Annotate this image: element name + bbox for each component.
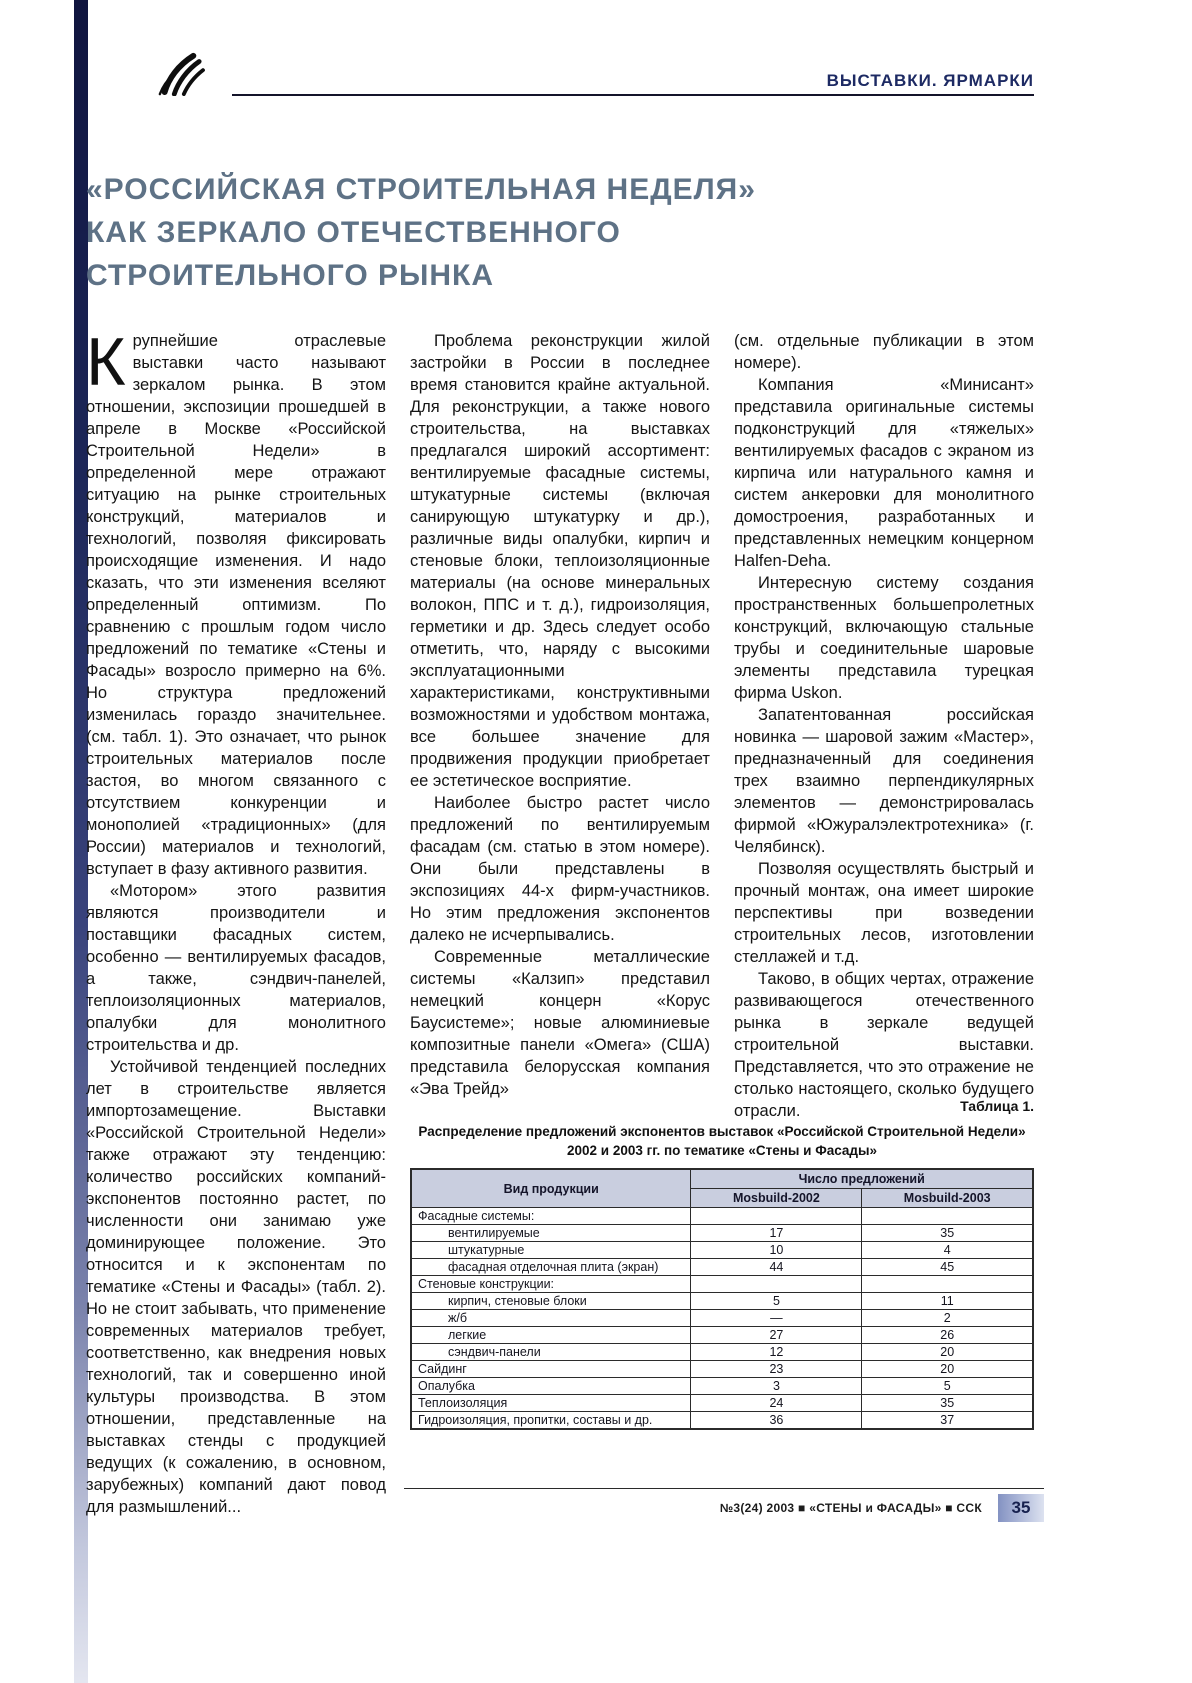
- drop-cap: К: [86, 324, 126, 400]
- footer-rule: [404, 1488, 1044, 1489]
- table-row: [411, 1327, 1033, 1344]
- page-footer: [86, 1488, 1044, 1522]
- paragraph: Проблема реконструкции жилой застройки в России в последнее время становится крайне актуальной. Для реконструкции, а также нового строительства, на выставках предлагался широкий ассортимент: вентилируемые фасадные системы, штукатурные системы (включая санирующую штукатурку и др.), различные виды опалубки, кирпич и стеновые блоки, теплоизоляционные материалы (на основе минеральных волокон, ППС и т. д.), гидроизоляция, герметики и др. Здесь следует особо отметить, что, наряду с высокими эксплуатационными характеристиками, конструктивными возможностями и удобством монтажа, все большее значение для продвижения продукции приобретает ее эстетическое восприятие.: [410, 332, 710, 790]
- table-row: [411, 1259, 1033, 1276]
- table-cell: Опалубка: [411, 1378, 691, 1395]
- title-line-1: «РОССИЙСКАЯ СТРОИТЕЛЬНАЯ НЕДЕЛЯ»: [86, 173, 756, 206]
- page-header: [86, 50, 1034, 96]
- page-content: [86, 0, 1034, 1683]
- table-cell: фасадная отделочная плита (экран): [411, 1259, 691, 1276]
- text-column-1: [86, 324, 386, 1518]
- section-label: ВЫСТАВКИ. ЯРМАРКИ: [826, 71, 1034, 90]
- article-title: [86, 168, 986, 297]
- paragraph: Интересную систему создания пространственных большепролетных конструкций, включающую стальные трубы и соединительные шаровые элементы представила турецкая фирма Uskon.: [734, 574, 1034, 702]
- article-body: [86, 324, 1034, 1518]
- table-row: [411, 1412, 1033, 1429]
- text-column-3: [734, 330, 1034, 1122]
- table-block: [410, 1098, 1034, 1430]
- table-cell: Фасадные системы:: [411, 1208, 691, 1225]
- offers-table: [410, 1168, 1034, 1430]
- table-cell: штукатурные: [411, 1242, 691, 1259]
- table-cell: легкие: [411, 1327, 691, 1344]
- table-cell: 20: [862, 1344, 1033, 1361]
- paragraph: Крупнейшие отраслевые выставки часто называют зеркалом рынка. В этом отношении, экспозиции прошедшей в апреле в Москве «Российской Строительной Недели» в определенной мере отражают ситуацию на рынке строительных конструкций, материалов и технологий, позволяя фиксировать происходящие изменения. И надо сказать, что эти изменения вселяют определенный оптимизм. По сравнению с прошлым годом число предложений по тематике «Стены и Фасады» возросло примерно на 6%. Но структура предложений изменилась гораздо значительнее. (см. табл. 1). Это означает, что рынок строительных материалов после застоя, во многом связанного с отсутствием конкуренции и монополией «традиционных» (для России) материалов и технологий, вступает в фазу активного развития.: [86, 324, 386, 878]
- table-cell: 2: [862, 1310, 1033, 1327]
- table-cell: ж/б: [411, 1310, 691, 1327]
- table-cell: 10: [691, 1242, 862, 1259]
- paragraph: Компания «Минисант» представила оригинальные системы подконструкций для «тяжелых» вентилируемых фасадов с экраном из кирпича или натурального камня и систем анкеровки для монолитного домостроения, разработанных и представленных немецким концерном Halfen-Deha.: [734, 376, 1034, 570]
- table-cell: 3: [691, 1378, 862, 1395]
- table-cell: 23: [691, 1361, 862, 1378]
- table-cell: Теплоизоляция: [411, 1395, 691, 1412]
- table-cell: 27: [691, 1327, 862, 1344]
- page-number: 35: [998, 1494, 1044, 1522]
- table-row: [411, 1208, 1033, 1225]
- paragraph: Запатентованная российская новинка — шаровой зажим «Мастер», предназначенный для соединения трех взаимно перпендикулярных элементов — демонстрировалась фирмой «Южуралэлектротехника» (г. Челябинск).: [734, 706, 1034, 856]
- table-cell: 35: [862, 1395, 1033, 1412]
- publisher-logo-icon: [154, 50, 206, 96]
- table-row: [411, 1225, 1033, 1242]
- table-cell: 12: [691, 1344, 862, 1361]
- table-cell: 5: [862, 1378, 1033, 1395]
- header-rule: [232, 71, 1034, 96]
- offers-table-head: [411, 1169, 1033, 1208]
- table-cell: 35: [862, 1225, 1033, 1242]
- table-cell: 11: [862, 1293, 1033, 1310]
- table-row: [411, 1395, 1033, 1412]
- text-columns-2-3: [410, 330, 1034, 1122]
- paragraph: Позволяя осуществлять быстрый и прочный монтаж, она имеет широкие перспективы при возведении строительных лесов, изготовлении стеллажей и т.д.: [734, 860, 1034, 966]
- paragraph: Наиболее быстро растет число предложений по вентилируемым фасадам (см. статью в этом номере). Они были представлены в экспозициях 44-х фирм-участников. Но этим предложения экспонентов далеко не исчерпывались.: [410, 794, 710, 944]
- table-cell: [691, 1208, 862, 1225]
- table-cell: [862, 1276, 1033, 1293]
- column-header-group: Число предложений: [691, 1169, 1033, 1189]
- paragraph: Устойчивой тенденцией последних лет в строительстве является импортозамещение. Выставки «Российской Строительной Недели» также отражают эту тенденцию: количество российских компаний-экспонентов постоянно растет, по численности они занимаю уже доминирующее положение. Это относится и к экспонентам по тематике «Стены и Фасады» (табл. 2). Но не стоит забывать, что применение современных материалов требует, соответственно, как внедрения новых технологий, так и совершенно иной культуры производства. В этом отношении, представленные на выставках стенды с продукцией ведущих (к сожалению, в основном, зарубежных) компаний дают повод для размышлений...: [86, 1058, 386, 1516]
- table-cell: Сайдинг: [411, 1361, 691, 1378]
- table-row: [411, 1361, 1033, 1378]
- column-header-product: Вид продукции: [411, 1169, 691, 1208]
- table-cell: 20: [862, 1361, 1033, 1378]
- table-cell: 24: [691, 1395, 862, 1412]
- title-line-3: СТРОИТЕЛЬНОГО РЫНКА: [86, 259, 495, 292]
- text-column-2: [410, 330, 710, 1122]
- paragraph: «Мотором» этого развития являются производители и поставщики фасадных систем, особенно — вентилируемых фасадов, а также, сэндвич-панелей, теплоизоляционных материалов, опалубки для монолитного строительства и др.: [86, 882, 386, 1054]
- table-cell: 44: [691, 1259, 862, 1276]
- column-header-2003: Mosbuild-2003: [862, 1189, 1033, 1208]
- table-cell: Стеновые конструкции:: [411, 1276, 691, 1293]
- table-cell: 36: [691, 1412, 862, 1429]
- table-cell: [691, 1276, 862, 1293]
- table-caption-line-2: 2002 и 2003 гг. по тематике «Стены и Фасады»: [566, 1143, 878, 1158]
- paragraph: (см. отдельные публикации в этом номере).: [734, 332, 1034, 372]
- table-cell: 4: [862, 1242, 1033, 1259]
- offers-table-body: [411, 1208, 1033, 1429]
- table-cell: 17: [691, 1225, 862, 1242]
- table-row: [411, 1378, 1033, 1395]
- table-row: [411, 1344, 1033, 1361]
- right-area: [410, 330, 1034, 1518]
- table-cell: сэндвич-панели: [411, 1344, 691, 1361]
- paragraph: Современные металлические системы «Калзип» представил немецкий концерн «Корус Баусистеме»; новые алюминиевые композитные панели «Омега» (США) представила белорусская компания «Эва Трейд»: [410, 948, 710, 1098]
- table-number-label: Таблица 1.: [960, 1098, 1034, 1114]
- table-cell: 5: [691, 1293, 862, 1310]
- table-cell: 45: [862, 1259, 1033, 1276]
- table-cell: кирпич, стеновые блоки: [411, 1293, 691, 1310]
- table-cell: 37: [862, 1412, 1033, 1429]
- issue-info: №3(24) 2003 ■ «СТЕНЫ и ФАСАДЫ» ■ ССК: [719, 1501, 982, 1515]
- table-row: [411, 1310, 1033, 1327]
- table-row: [411, 1242, 1033, 1259]
- table-cell: вентилируемые: [411, 1225, 691, 1242]
- title-line-2: КАК ЗЕРКАЛО ОТЕЧЕСТВЕННОГО: [86, 216, 621, 249]
- table-cell: 26: [862, 1327, 1033, 1344]
- table-row: [411, 1293, 1033, 1310]
- table-caption-line-1: Распределение предложений экспонентов выставок «Российской Строительной Недели»: [418, 1124, 1026, 1139]
- paragraph: Таково, в общих чертах, отражение развивающегося отечественного рынка в зеркале ведущей строительной выставки. Представляется, что это отражение не столько настоящего, сколько будущего отрасли.: [734, 970, 1034, 1120]
- column-header-2002: Mosbuild-2002: [691, 1189, 862, 1208]
- table-cell: [862, 1208, 1033, 1225]
- table-cell: Гидроизоляция, пропитки, составы и др.: [411, 1412, 691, 1429]
- table-row: [411, 1276, 1033, 1293]
- footer-inner: [86, 1494, 1044, 1522]
- table-cell: —: [691, 1310, 862, 1327]
